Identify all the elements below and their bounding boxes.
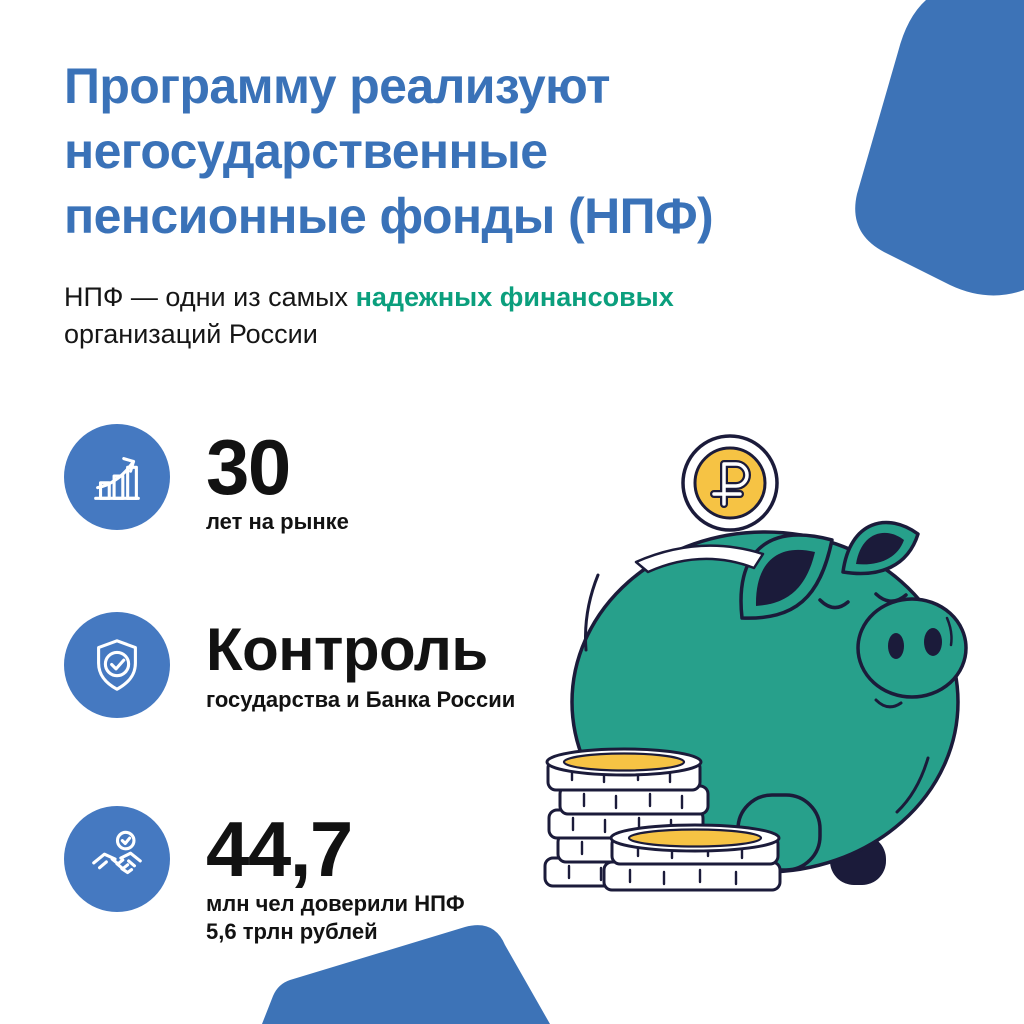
coin-stack-front bbox=[604, 825, 780, 890]
stat-label-years bbox=[206, 508, 349, 536]
ruble-coin bbox=[683, 436, 777, 530]
growth-chart-icon bbox=[86, 446, 148, 508]
stat-value-people: 44,7 bbox=[206, 805, 352, 893]
shield-check-icon bbox=[86, 634, 148, 696]
stat-label-line: лет на рынке bbox=[206, 509, 349, 534]
stat-label-line: государства и Банка России bbox=[206, 687, 516, 712]
subtitle-prefix: НПФ — одни из самых bbox=[64, 282, 356, 312]
subtitle-line-2: организаций России bbox=[64, 319, 318, 349]
stat-icon-circle bbox=[64, 612, 170, 718]
stat-value-years: 30 bbox=[206, 423, 290, 511]
stat-row-control bbox=[64, 612, 515, 718]
stat-value-control: Контроль bbox=[206, 616, 488, 683]
stat-text bbox=[206, 424, 349, 536]
stat-label-line: 5,6 трлн рублей bbox=[206, 919, 378, 944]
subtitle bbox=[64, 279, 674, 353]
stat-icon-circle bbox=[64, 424, 170, 530]
stat-label-people bbox=[206, 890, 465, 946]
stat-row-years bbox=[64, 424, 349, 536]
piggy-bank-illustration bbox=[545, 436, 966, 890]
stat-text bbox=[206, 806, 465, 946]
subtitle-highlight: надежных финансовых bbox=[355, 282, 674, 312]
pig-snout bbox=[858, 599, 966, 697]
title-line-2: негосударственные bbox=[64, 123, 548, 179]
stat-label-control bbox=[206, 686, 515, 714]
top-right-blob bbox=[855, 0, 1024, 295]
handshake-check-icon bbox=[86, 828, 148, 890]
title-line-3: пенсионные фонды (НПФ) bbox=[64, 188, 714, 244]
title-line-1: Программу реализуют bbox=[64, 58, 610, 114]
page-title bbox=[64, 54, 713, 249]
stat-text bbox=[206, 612, 515, 714]
stat-row-people bbox=[64, 806, 465, 946]
stat-icon-circle bbox=[64, 806, 170, 912]
stat-label-line: млн чел доверили НПФ bbox=[206, 891, 465, 916]
